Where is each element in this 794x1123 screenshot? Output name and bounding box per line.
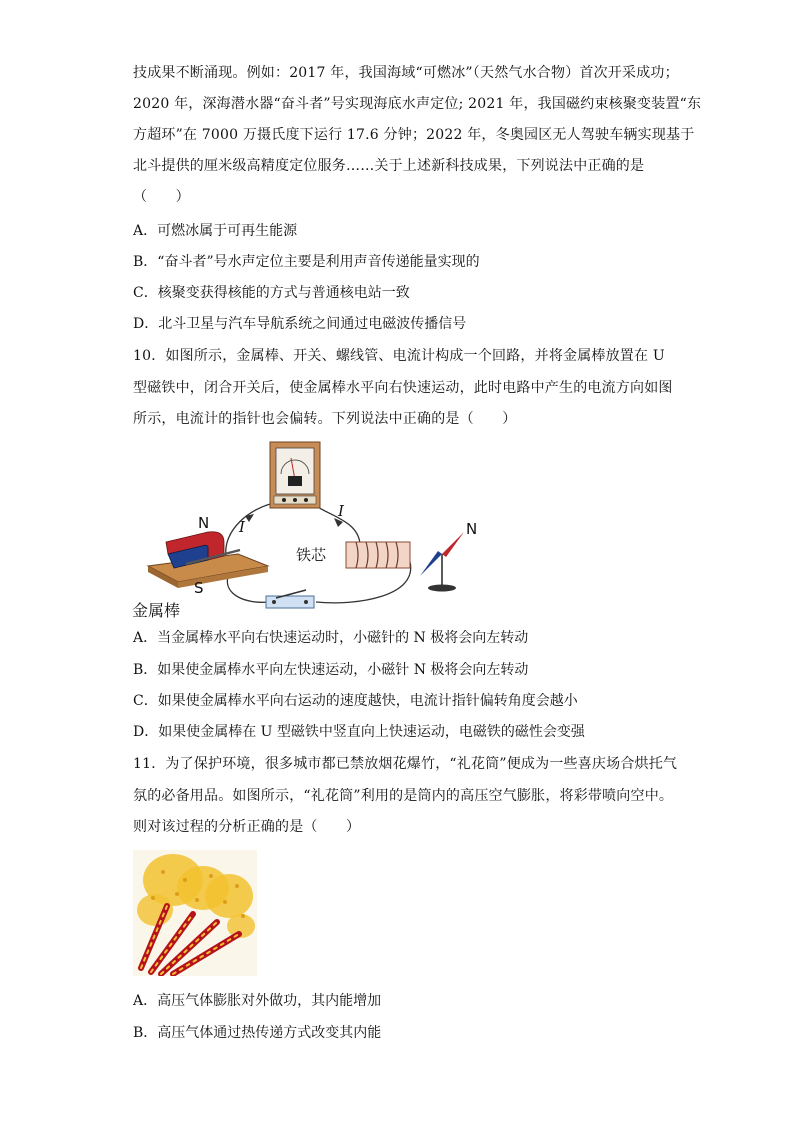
compass-needle — [420, 532, 464, 592]
circuit-diagram — [128, 436, 498, 618]
solenoid — [346, 542, 410, 568]
q11-line-1: 11．为了保护环境，很多城市都已禁放烟花爆竹，“礼花筒”便成为一些喜庆场合烘托气 — [133, 756, 678, 772]
u-magnet-on-base — [148, 532, 268, 588]
q9-line-4: 北斗提供的厘米级高精度定位服务……关于上述新科技成果，下列说法中正确的是 — [133, 158, 645, 174]
party-popper-illustration — [133, 850, 257, 976]
q10-option-c: C．如果使金属棒水平向右运动的速度越快，电流计指针偏转角度会越小 — [133, 693, 578, 709]
magnet-n-label: N — [198, 514, 210, 532]
q9-option-c: C．核聚变获得核能的方式与普通核电站一致 — [133, 285, 410, 301]
q10-line-3: 所示，电流计的指针也会偏转。下列说法中正确的是（ ） — [133, 411, 517, 427]
q10-line-1: 10．如图所示，金属棒、开关、螺线管、电流计构成一个回路，并将金属棒放置在 U — [133, 348, 665, 364]
q11-option-b: B．高压气体通过热传递方式改变其内能 — [133, 1025, 382, 1041]
current-label-left: I — [239, 518, 245, 536]
q11-party-popper-photo — [133, 850, 257, 976]
q10-option-a: A．当金属棒水平向右快速运动时，小磁针的 N 极将会向左转动 — [133, 630, 529, 646]
iron-core-label: 铁芯 — [296, 546, 327, 564]
q9-answer-bracket: （ ） — [133, 189, 190, 205]
magnet-s-label: S — [194, 579, 204, 597]
q9-option-b: B．“奋斗者”号水声定位主要是利用声音传递能量实现的 — [133, 254, 480, 270]
galvanometer — [270, 442, 320, 508]
q9-line-2: 2020 年，深海潜水器“奋斗者”号实现海底水声定位; 2021 年，我国磁约束核聚变装置“东 — [133, 96, 702, 112]
q10-option-b: B．如果使金属棒水平向左快速运动，小磁针 N 极将会向左转动 — [133, 662, 529, 678]
q11-line-3: 则对该过程的分析正确的是（ ） — [133, 819, 361, 835]
q10-line-2: 型磁铁中，闭合开关后，使金属棒水平向右快速运动，此时电路中产生的电流方向如图 — [133, 380, 673, 396]
q9-option-a: A．可燃冰属于可再生能源 — [133, 223, 298, 239]
q11-line-2: 氛的必备用品。如图所示，“礼花筒”利用的是筒内的高压空气膨胀，将彩带喷向空中。 — [133, 788, 674, 804]
q9-option-d: D．北斗卫星与汽车导航系统之间通过电磁波传播信号 — [133, 316, 467, 332]
switch — [266, 590, 314, 608]
current-label-right: I — [338, 502, 344, 520]
wire-left-top — [226, 502, 278, 556]
q10-option-d: D．如果使金属棒在 U 型磁铁中竖直向上快速运动，电磁铁的磁性会变强 — [133, 724, 585, 740]
q9-line-3: 方超环”在 7000 万摄氏度下运行 17.6 分钟；2022 年，冬奥园区无人驾驶车辆实现基于 — [133, 127, 695, 143]
needle-n-label: N — [466, 520, 478, 538]
wire-left-bottom — [227, 576, 268, 602]
q10-circuit-figure — [128, 436, 498, 618]
q9-line-1: 技成果不断涌现。例如：2017 年，我国海域“可燃冰”（天然气水合物）首次开采成功； — [133, 65, 679, 81]
q11-option-a: A．高压气体膨胀对外做功，其内能增加 — [133, 993, 382, 1009]
metal-rod-label: 金属棒 — [132, 601, 181, 620]
